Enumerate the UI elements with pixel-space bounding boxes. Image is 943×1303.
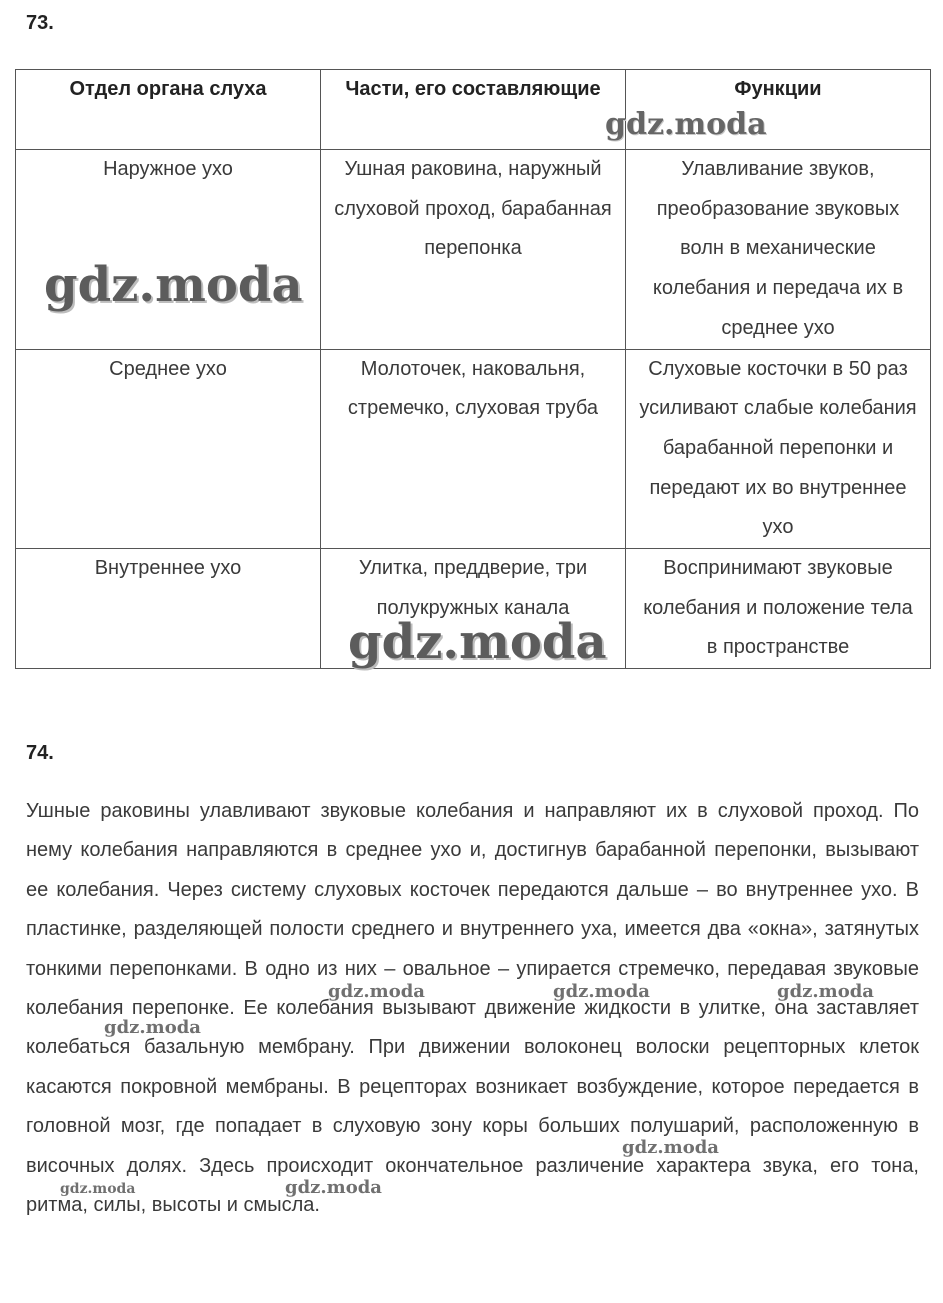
column-header-functions: Функции (626, 70, 931, 150)
watermark: gdz.moda (285, 1177, 382, 1198)
watermark: gdz.moda (348, 614, 607, 670)
task-number-73: 73. (26, 12, 54, 34)
cell-parts: Улитка, преддверие, три полукружных канала (321, 549, 626, 669)
cell-functions: Слуховые косточки в 50 раз усиливают слабые колебания барабанной перепонки и передают их во внутреннее ухо (626, 349, 931, 549)
cell-section: Среднее ухо (16, 349, 321, 549)
watermark: gdz.moda (622, 1137, 719, 1158)
watermark: gdz.moda (104, 1017, 201, 1038)
cell-section: Внутреннее ухо (16, 549, 321, 669)
table-row (16, 349, 931, 549)
column-header-section: Отдел органа слуха (16, 70, 321, 150)
cell-parts: Молоточек, наковальня, стремечко, слуховая труба (321, 349, 626, 549)
watermark: gdz.moda (44, 257, 303, 313)
table-row (16, 150, 931, 350)
table-row (16, 549, 931, 669)
watermark: gdz.moda (553, 981, 650, 1002)
hearing-organ-table (15, 69, 931, 669)
column-header-parts: Части, его составляющие (321, 70, 626, 150)
watermark: gdz.moda (328, 981, 425, 1002)
answer-paragraph: Ушные раковины улавливают звуковые колебания и направляют их в слуховой проход. По нему колебания направляются в среднее ухо и, достигнув барабанной перепонки, вызывают ее колебания. Через систему слуховых косточек передаются дальше – во внутреннее ухо. В пластинке, разделяющей полости среднего и внутреннего уха, имеется два «окна», затянутых тонкими перепонками. В одно из них – овальное – упирается стремечко, передавая звуковые колебания перепонке. Ее колебания вызывают движение жидкости в улитке, она заставляет колебаться базальную мембрану. При движении волоконец волоски рецепторных клеток касаются покровной мембраны. В рецепторах возникает возбуждение, которое передается в головной мозг, где попадает в слуховую зону коры больших полушарий, расположенную в височных долях. Здесь происходит окончательное различение характера звука, его тона, ритма, силы, высоты и смысла. (26, 800, 919, 1217)
cell-section: Наружное ухо (16, 150, 321, 350)
task-number-74: 74. (26, 742, 54, 764)
watermark: gdz.moda (60, 1181, 136, 1197)
watermark: gdz.moda (777, 981, 874, 1002)
cell-functions: Воспринимают звуковые колебания и положение тела в пространстве (626, 549, 931, 669)
cell-functions: Улавливание звуков, преобразование звуковых волн в механические колебания и передача их в среднее ухо (626, 150, 931, 350)
watermark: gdz.moda (605, 107, 767, 142)
cell-parts: Ушная раковина, наружный слуховой проход, барабанная перепонка (321, 150, 626, 350)
table-header-row (16, 70, 931, 150)
